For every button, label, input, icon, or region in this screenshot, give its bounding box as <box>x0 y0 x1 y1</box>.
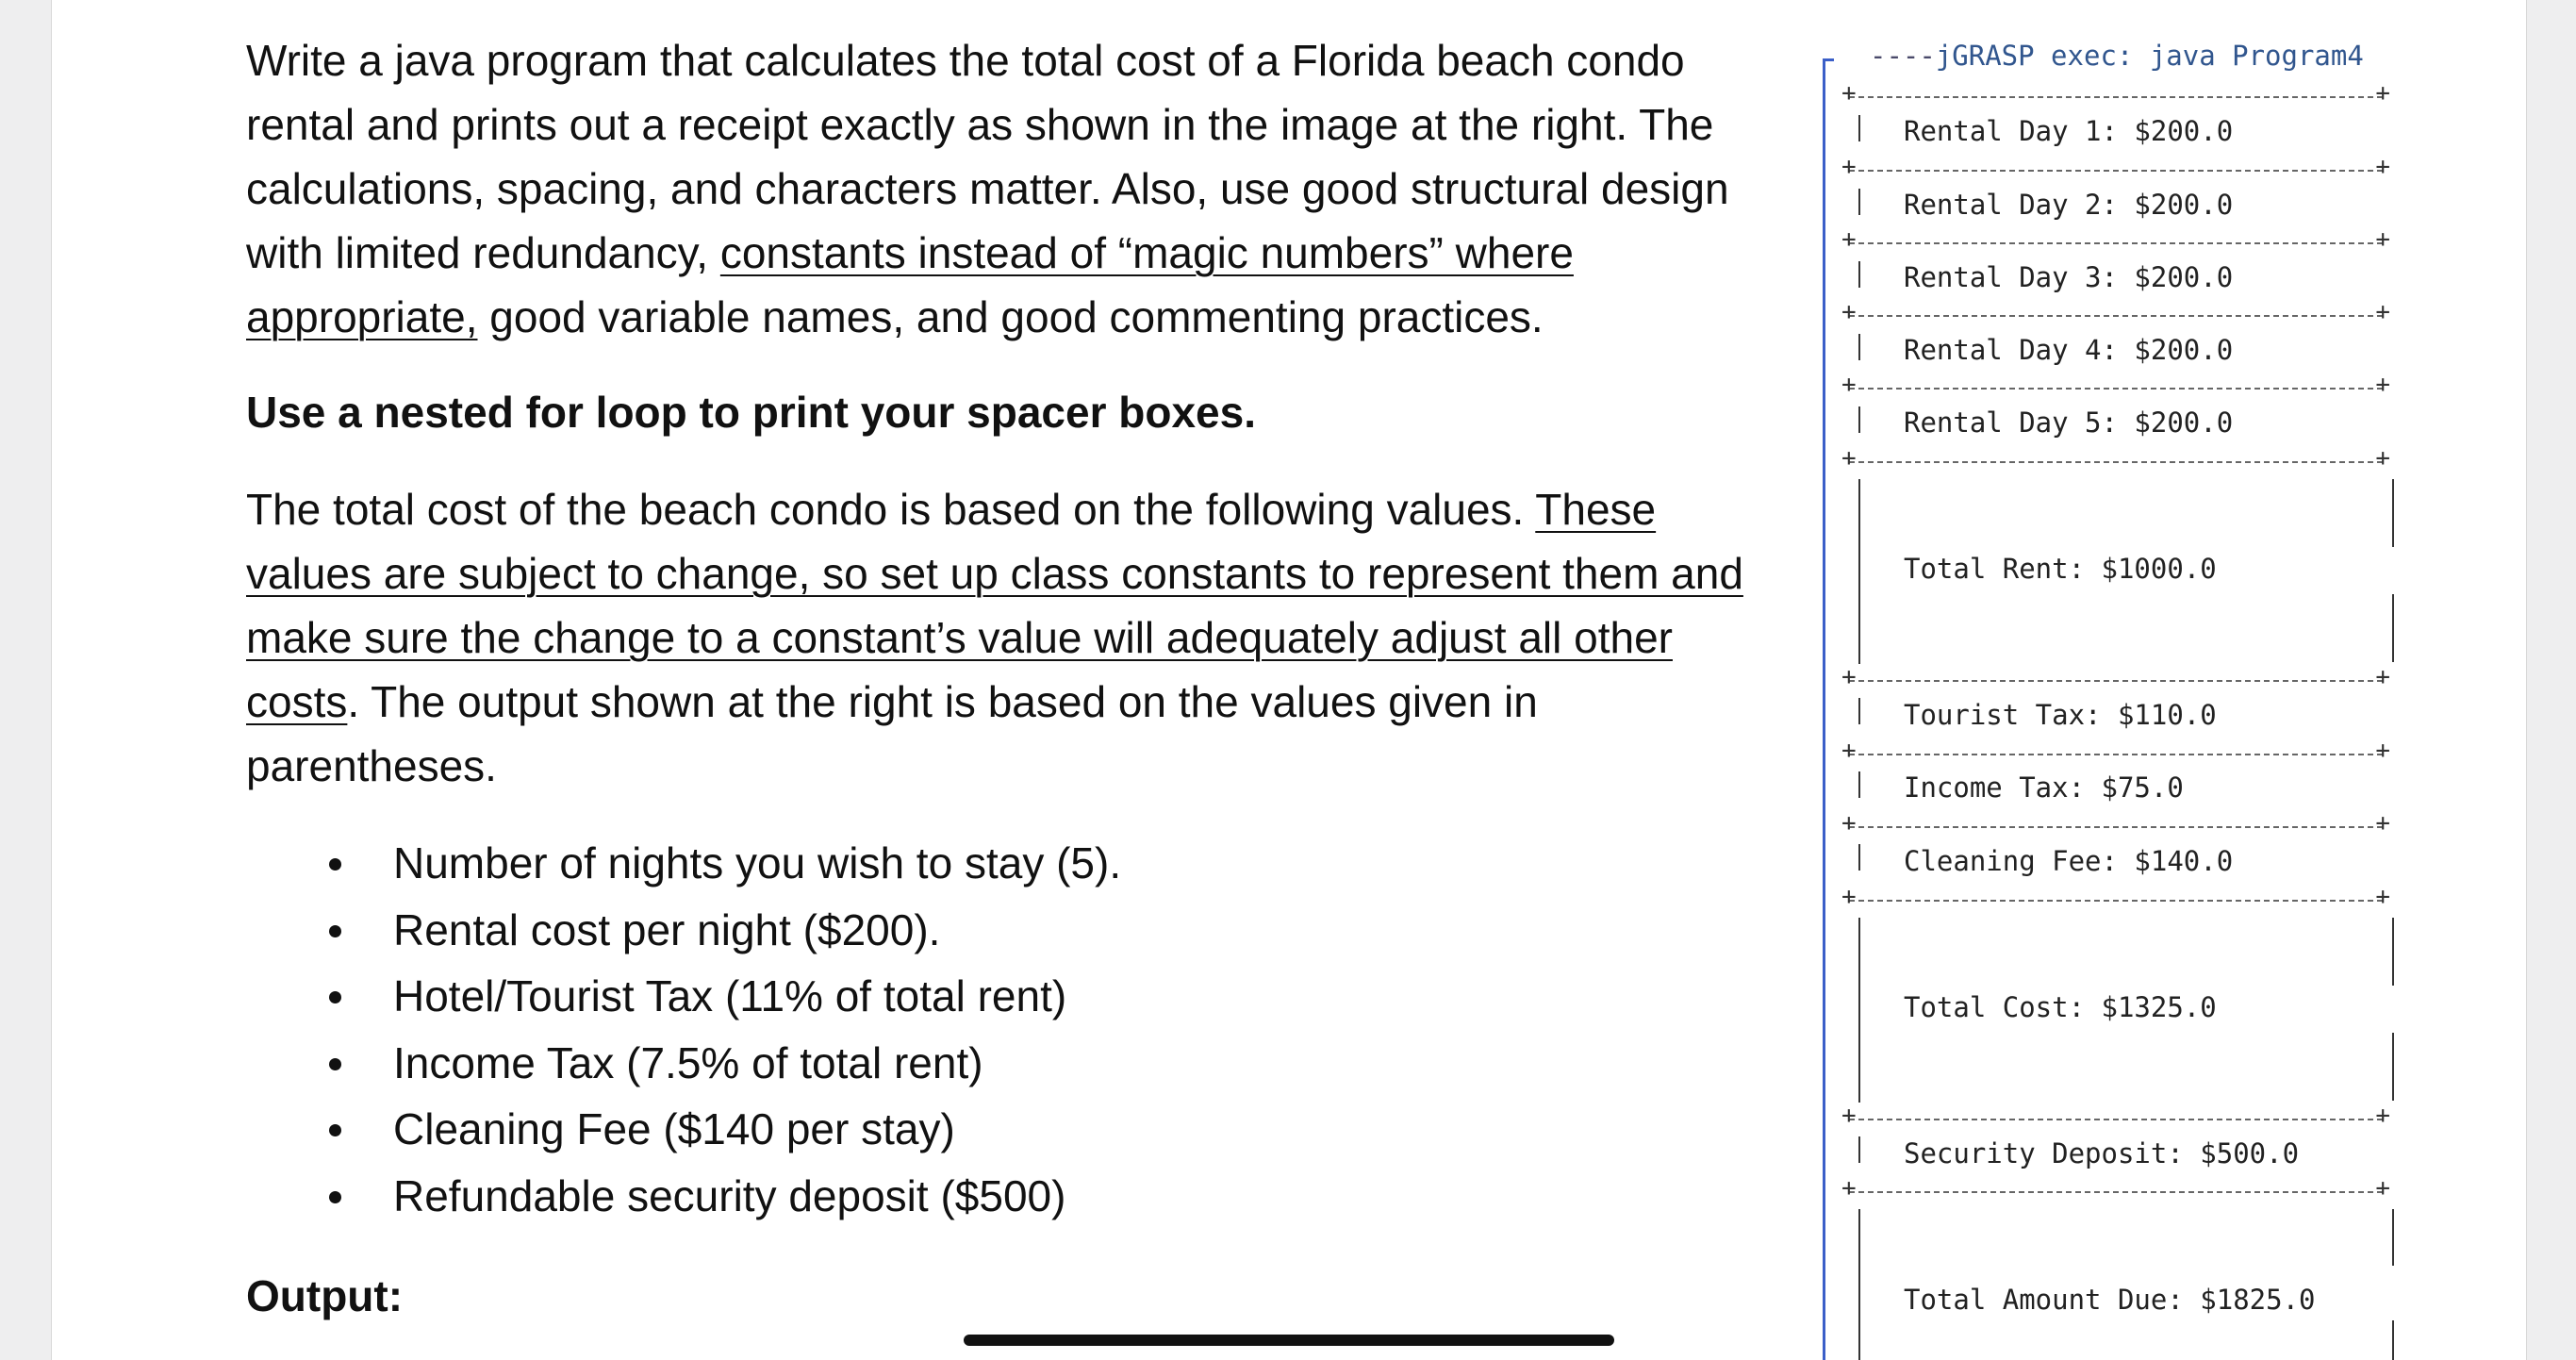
console-bracket <box>1823 58 1825 1360</box>
console-border <box>1858 1209 1860 1360</box>
nested-loop-requirement: Use a nested for loop to print your spacer boxes. <box>246 388 1257 437</box>
console-separator <box>1849 388 2383 390</box>
console-border <box>1858 918 1860 1103</box>
console-line: Total Amount Due: $1825.0 <box>1904 1284 2316 1316</box>
console-separator <box>1849 680 2383 682</box>
bullet-icon <box>329 858 341 871</box>
bullet-icon <box>329 925 341 937</box>
intro-text-1: Write a java program that calculates the total cost of a Florida beach condo rental and prints out a receipt exactly as shown in the image at the right. The calculations, spacing, and characters matter. Also, use good structural design with limited redundancy, <box>246 36 1729 277</box>
console-header <box>1870 40 2364 72</box>
console-separator <box>1849 754 2383 755</box>
console-line: Rental Day 1: $200.0 <box>1904 115 2234 147</box>
values-paragraph <box>246 477 1774 798</box>
intro-text-2: good variable names, and good commenting practices. <box>477 292 1544 341</box>
console-border <box>2392 479 2394 547</box>
console-line: Total Cost: $1325.0 <box>1904 991 2217 1023</box>
list-item <box>246 830 1121 897</box>
console-line: Total Rent: $1000.0 <box>1904 553 2217 585</box>
console-separator <box>1849 242 2383 244</box>
list-item <box>246 1096 1121 1163</box>
console-line: Security Deposit: $500.0 <box>1904 1137 2300 1169</box>
console-border <box>1858 698 1860 724</box>
bullet-icon <box>329 1191 341 1203</box>
list-item <box>246 1030 1121 1097</box>
home-indicator[interactable] <box>964 1335 1614 1346</box>
list-item-text: Refundable security deposit ($500) <box>393 1170 1066 1220</box>
console-border <box>2392 594 2394 662</box>
list-item <box>246 963 1121 1030</box>
console-separator <box>1849 900 2383 902</box>
console-border <box>1858 771 1860 798</box>
values-list <box>246 830 1121 1229</box>
console-border <box>1858 844 1860 871</box>
console-line: Rental Day 4: $200.0 <box>1904 334 2234 366</box>
console-border <box>1858 189 1860 215</box>
console-border <box>1858 334 1860 360</box>
intro-paragraph <box>246 28 1774 349</box>
console-line: Cleaning Fee: $140.0 <box>1904 845 2234 877</box>
console-output <box>1823 0 2407 1360</box>
console-line: Tourist Tax: $110.0 <box>1904 699 2217 731</box>
console-line: Rental Day 3: $200.0 <box>1904 261 2234 293</box>
console-border <box>1858 115 1860 141</box>
bullet-icon <box>329 991 341 1003</box>
console-border <box>2392 918 2394 986</box>
console-separator <box>1849 1191 2383 1193</box>
console-line: Income Tax: $75.0 <box>1904 771 2184 804</box>
console-header-command: jGRASP exec: java Program4 <box>1935 40 2364 72</box>
list-item <box>246 1163 1121 1230</box>
console-border <box>1858 261 1860 288</box>
document-page <box>51 0 2527 1360</box>
console-separator <box>1849 461 2383 463</box>
intro-underlined-text: constants instead of “magic numbers” where appropriate, <box>246 228 1574 341</box>
console-bracket-top <box>1823 58 1834 61</box>
console-border <box>2392 1209 2394 1266</box>
list-item-text: Rental cost per night ($200). <box>393 904 941 954</box>
console-separator <box>1849 315 2383 317</box>
console-separator <box>1849 96 2383 98</box>
console-border <box>1858 1136 1860 1163</box>
list-item-text: Hotel/Tourist Tax (11% of total rent) <box>393 971 1067 1020</box>
console-border <box>2392 1033 2394 1101</box>
values-text-2: . The output shown at the right is based on the values given in parentheses. <box>246 677 1538 790</box>
console-separator <box>1849 170 2383 172</box>
console-line: Rental Day 5: $200.0 <box>1904 406 2234 439</box>
console-header-dashes: ---- <box>1870 40 1936 72</box>
console-line: Rental Day 2: $200.0 <box>1904 189 2234 221</box>
bullet-icon <box>329 1124 341 1136</box>
values-underlined-text: These values are subject to change, so set up class constants to represent them and make sure the change to a constant’s value will adequately adjust all other costs <box>246 485 1743 726</box>
list-item-text: Cleaning Fee ($140 per stay) <box>393 1104 955 1153</box>
values-text-1: The total cost of the beach condo is based on the following values. <box>246 485 1536 534</box>
list-item-text: Number of nights you wish to stay (5). <box>393 838 1122 887</box>
console-separator <box>1849 1119 2383 1120</box>
console-border <box>1858 406 1860 433</box>
list-item <box>246 897 1121 964</box>
output-label: Output: <box>246 1271 404 1320</box>
bullet-icon <box>329 1058 341 1070</box>
list-item-text: Income Tax (7.5% of total rent) <box>393 1037 983 1087</box>
console-border <box>2392 1320 2394 1360</box>
console-border <box>1858 479 1860 664</box>
console-separator <box>1849 826 2383 828</box>
